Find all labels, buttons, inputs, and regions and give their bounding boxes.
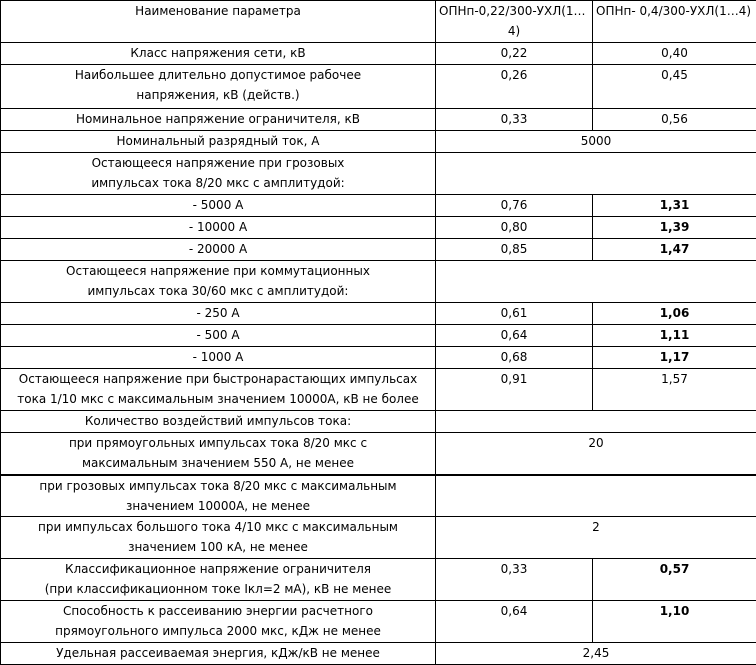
param-cell: - 10000 А [1,217,436,239]
param-cell [1,517,436,559]
param-line: Способность к рассеиванию энергии расчетного [4,601,432,621]
param-line: максимальным значением 550 А, не менее [4,453,432,473]
value-cell: 1,39 [593,217,756,239]
param-cell: Количество воздействий импульсов тока: [1,411,436,433]
param-line: Остающееся напряжение при коммутационных [4,261,432,281]
value-cell-merged: 5000 [436,131,756,153]
value-cell-merged: 2,45 [436,643,756,665]
param-line: при прямоугольных импульсах тока 8/20 мкс с [4,433,432,453]
value-cell: 1,17 [593,347,756,369]
param-cell [1,475,436,517]
value-cell: 0,68 [436,347,593,369]
value-cell: 0,45 [593,65,756,109]
table-row [1,325,756,347]
value-cell: 0,33 [436,559,593,601]
value-cell-merged: 20 [436,433,756,475]
value-cell: 0,80 [436,217,593,239]
table-row [1,153,756,195]
param-line: импульсах тока 30/60 мкс с амплитудой: [4,281,432,301]
table-row [1,131,756,153]
param-cell [1,261,436,303]
param-cell: Номинальное напряжение ограничителя, кВ [1,109,436,131]
param-line: тока 1/10 мкс с максимальным значением 10000А, кВ не более [4,389,432,409]
value-cell: 0,26 [436,65,593,109]
param-cell: Класс напряжения сети, кВ [1,43,436,65]
empty-cell [436,153,756,195]
value-cell: 1,57 [593,369,756,411]
param-cell: - 1000 А [1,347,436,369]
table-row [1,601,756,643]
param-line: Классификационное напряжение ограничителя [4,559,432,579]
table-row [1,303,756,325]
value-cell: 1,06 [593,303,756,325]
value-cell: 0,33 [436,109,593,131]
table-row [1,347,756,369]
value-cell: 0,22 [436,43,593,65]
value-cell: 0,64 [436,325,593,347]
value-cell: 0,40 [593,43,756,65]
param-cell [1,153,436,195]
param-cell: - 5000 А [1,195,436,217]
value-cell: 0,85 [436,239,593,261]
table-row [1,433,756,475]
param-line: Остающееся напряжение при быстронарастающих импульсах [4,369,432,389]
param-line: прямоугольного импульса 2000 мкс, кДж не менее [4,621,432,641]
param-cell: Номинальный разрядный ток, А [1,131,436,153]
header-col1-line2: 4) [439,21,589,41]
param-cell: - 250 А [1,303,436,325]
value-cell: 1,11 [593,325,756,347]
param-cell [1,601,436,643]
param-cell: Удельная рассеиваемая энергия, кДж/кВ не менее [1,643,436,665]
value-cell: 1,31 [593,195,756,217]
empty-cell [436,475,756,517]
empty-cell [436,261,756,303]
param-line: напряжения, кВ (действ.) [4,85,432,105]
param-cell [1,65,436,109]
header-col1 [436,1,593,43]
value-cell: 1,47 [593,239,756,261]
empty-cell [436,411,756,433]
param-line: импульсах тока 8/20 мкс с амплитудой: [4,173,432,193]
table-row [1,369,756,411]
header-col2: ОПНп- 0,4/300-УХЛ(1…4) [593,1,756,43]
table-row [1,559,756,601]
table-row [1,643,756,665]
table-row [1,239,756,261]
value-cell-merged: 2 [436,517,756,559]
param-cell [1,369,436,411]
table-row [1,43,756,65]
value-cell: 0,64 [436,601,593,643]
table-row [1,109,756,131]
header-row [1,1,756,43]
param-line: Остающееся напряжение при грозовых [4,153,432,173]
header-param: Наименование параметра [1,1,436,43]
table-row [1,65,756,109]
param-cell: - 500 А [1,325,436,347]
value-cell: 0,91 [436,369,593,411]
param-line: (при классификационном токе Ікл=2 мА), кВ не менее [4,579,432,599]
table-row [1,475,756,517]
table-row [1,217,756,239]
table-row [1,517,756,559]
value-cell: 0,76 [436,195,593,217]
value-cell: 0,57 [593,559,756,601]
value-cell: 1,10 [593,601,756,643]
param-line: Наибольшее длительно допустимое рабочее [4,65,432,85]
param-line: при грозовых импульсах тока 8/20 мкс с максимальным [4,476,432,496]
param-cell [1,433,436,475]
param-line: значением 10000А, не менее [4,496,432,516]
param-cell: - 20000 А [1,239,436,261]
param-cell [1,559,436,601]
value-cell: 0,56 [593,109,756,131]
table-row [1,411,756,433]
table-row [1,261,756,303]
param-line: при импульсах большого тока 4/10 мкс с максимальным [4,517,432,537]
header-col1-line1: ОПНп-0,22/300-УХЛ(1… [439,1,589,21]
table-row [1,195,756,217]
param-line: значением 100 кА, не менее [4,537,432,557]
value-cell: 0,61 [436,303,593,325]
